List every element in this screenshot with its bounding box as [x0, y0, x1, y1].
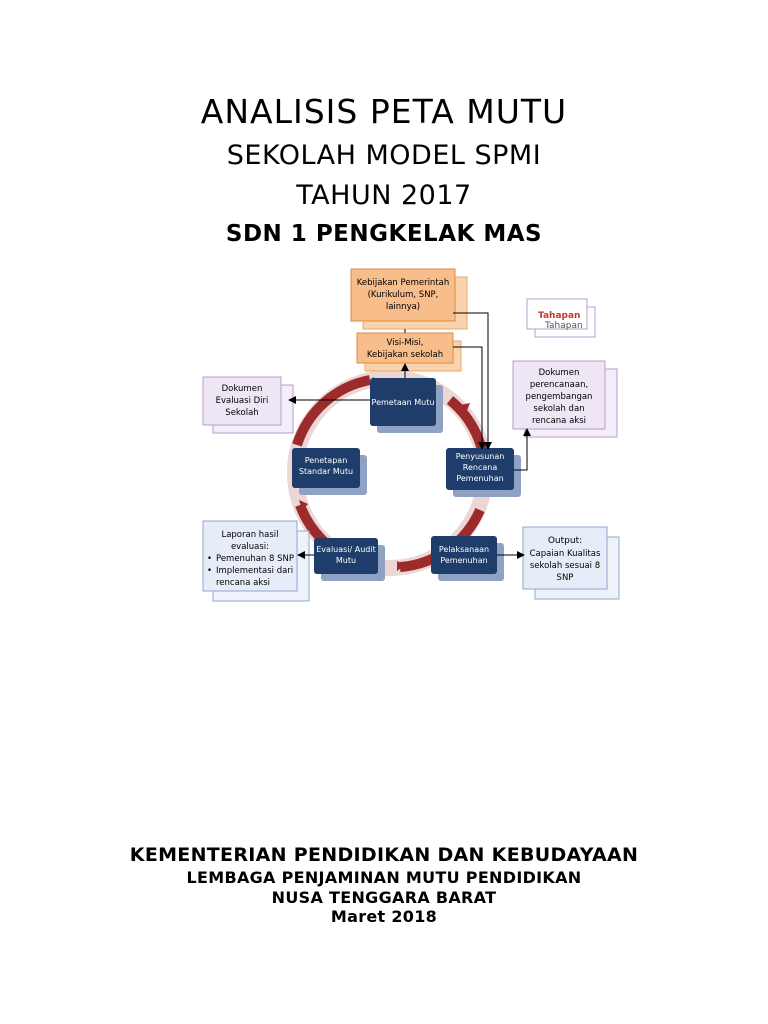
step-pelaksanaan-line2: Pemenuhan [440, 556, 488, 565]
spmi-cycle-diagram [195, 265, 625, 610]
footer-institution: LEMBAGA PENJAMINAN MUTU PENDIDIKAN [186, 868, 582, 887]
output-line1: Output: [547, 536, 583, 546]
dokumen-perencanaan-box [513, 361, 617, 437]
laporan-bullet-mark: • [207, 554, 213, 564]
step-penetapan [292, 448, 367, 495]
step-evaluasi-line2: Mutu [335, 556, 357, 565]
output-box [523, 527, 619, 599]
dok-renc-line3: pengembangan [525, 392, 593, 402]
dok-eval-line3: Sekolah [225, 408, 259, 418]
footer-region: NUSA TENGGARA BARAT [271, 888, 497, 907]
output-line3: sekolah sesuai 8 [529, 561, 601, 571]
cover-title: ANALISIS PETA MUTU [200, 92, 568, 131]
footer-date: Maret 2018 [330, 907, 438, 926]
step-penetapan-line2: Standar Mutu [298, 467, 354, 476]
visi-misi-box [357, 333, 461, 371]
dokumen-evaluasi-box [203, 377, 293, 433]
output-line4: SNP [556, 573, 574, 583]
kebijakan-line3: lainnya) [385, 302, 421, 312]
step-penyusunan-line3: Pemenuhan [456, 474, 504, 483]
kebijakan-line1: Kebijakan Pemerintah [356, 278, 450, 288]
dok-renc-line5: rencana aksi [531, 416, 587, 426]
step-pemetaan-label: Pemetaan Mutu [371, 398, 435, 407]
tahapan-back-label: Tahapan [545, 321, 583, 331]
dok-eval-line2: Evaluasi Diri [215, 396, 269, 406]
laporan-line1: Laporan hasil [221, 530, 279, 540]
step-pemetaan-mutu [370, 378, 443, 433]
dok-eval-line1: Dokumen [221, 384, 263, 394]
kebijakan-pemerintah-box [351, 269, 467, 329]
laporan-bullet2b: rencana aksi [216, 578, 271, 588]
tahapan-legend [527, 299, 595, 337]
kebijakan-line2: (Kurikulum, SNP, [367, 290, 439, 300]
dok-renc-line4: sekolah dan [533, 404, 585, 414]
laporan-evaluasi-box [203, 521, 309, 601]
step-evaluasi [314, 538, 385, 581]
visi-line2: Kebijakan sekolah [366, 350, 444, 360]
step-penyusunan-line2: Rencana [462, 463, 498, 472]
step-pelaksanaan [431, 536, 504, 581]
output-line2: Capaian Kualitas [529, 549, 601, 559]
visi-line1: Visi-Misi, [386, 338, 424, 348]
laporan-bullet1: Pemenuhan 8 SNP [216, 554, 295, 564]
laporan-bullet2a: Implementasi dari [216, 566, 294, 576]
laporan-line2: evaluasi: [230, 542, 270, 552]
tahapan-front-label: Tahapan [538, 311, 581, 321]
step-penyusunan-line1: Penyusunan [455, 452, 505, 461]
step-penyusunan [446, 448, 521, 497]
step-penetapan-line1: Penetapan [304, 456, 348, 465]
step-evaluasi-line1: Evaluasi/ Audit [316, 545, 376, 554]
footer-ministry: KEMENTERIAN PENDIDIKAN DAN KEBUDAYAAN [129, 844, 639, 866]
laporan-bullet-mark: • [207, 566, 213, 576]
cover-subtitle: SEKOLAH MODEL SPMI [226, 140, 542, 171]
cover-year: TAHUN 2017 [296, 180, 472, 211]
dok-renc-line2: perencanaan, [529, 380, 589, 390]
dok-renc-line1: Dokumen [538, 368, 580, 378]
step-pelaksanaan-line1: Pelaksanaan [438, 545, 490, 554]
cover-school-name: SDN 1 PENGKELAK MAS [225, 221, 543, 247]
